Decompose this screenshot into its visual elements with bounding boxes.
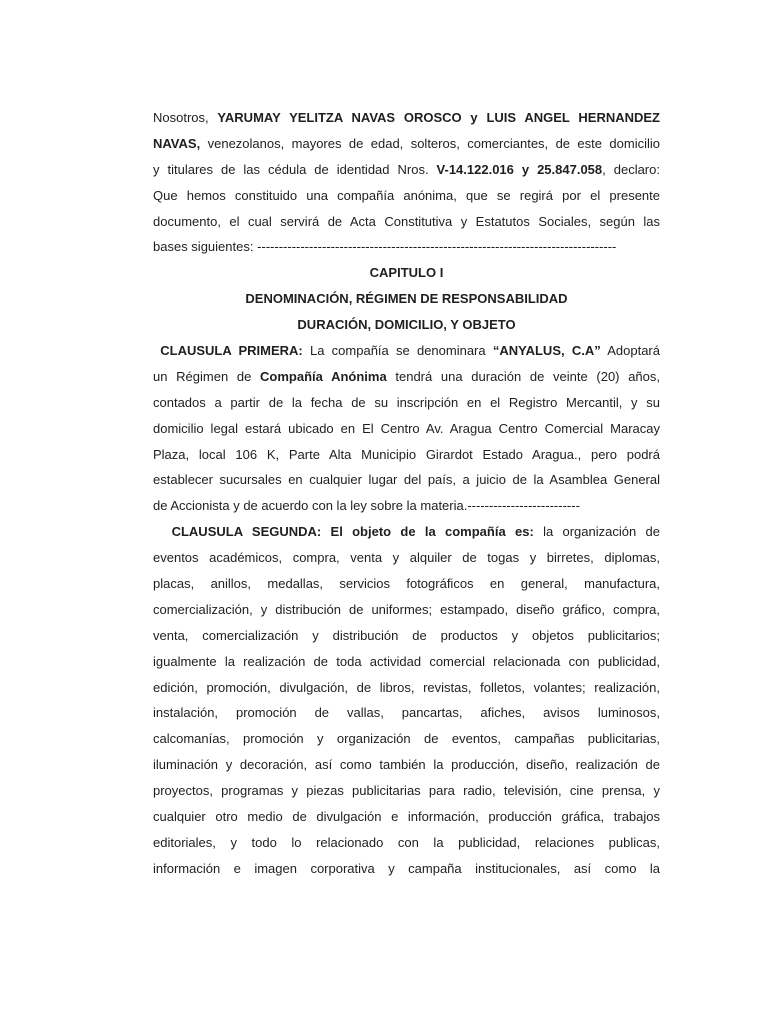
clause1-label: CLAUSULA PRIMERA: [160, 343, 303, 359]
intro-text: Nosotros, [153, 110, 218, 125]
clause1-line-4: domicilio legal estará ubicado en El Centro Av. Aragua Centro Comercial Maracay [153, 420, 660, 436]
clause2-line-9: calcomanías, promoción y organización de eventos, campañas publicitarias, [153, 731, 660, 747]
clause1-line-7: de Accionista y de acuerdo con la ley sobre la materia.-------------------------- [153, 498, 580, 514]
intro-line-6: bases siguientes: ----------------------------------------------------------------------------------- [153, 239, 617, 255]
intro-line-1 [153, 105, 660, 131]
intro-line-5: documento, el cual servirá de Acta Constitutiva y Estatutos Sociales, según las [153, 213, 660, 229]
clause2-line-6: igualmente la realización de toda actividad comercial relacionada con publicidad, [153, 653, 660, 669]
clause2-line-12: cualquier otro medio de divulgación e información, producción gráfica, trabajos [153, 809, 660, 825]
clause1-line-2 [153, 364, 660, 390]
intro-text: y titulares de las cédula de identidad Nros. [153, 161, 437, 177]
clause-text: la organización de [533, 524, 660, 540]
clause1-line-3: contados a partir de la fecha de su inscripción en el Registro Mercantil, y su [153, 394, 660, 410]
intro-line-3 [153, 157, 660, 183]
founder-names-cont: NAVAS, [153, 135, 201, 151]
clause1-line-5: Plaza, local 106 K, Parte Alta Municipio Girardot Estado Aragua., pero podrá [153, 446, 660, 462]
chapter-heading: CAPITULO I [369, 265, 444, 281]
intro-line-2 [153, 131, 660, 157]
intro-text: , declaro: [602, 161, 660, 177]
intro-text: venezolanos, mayores de edad, solteros, comerciantes, de este domicilio [200, 135, 660, 151]
id-numbers: V-14.122.016 y 25.847.058 [436, 161, 603, 177]
clause2-line-13: editoriales, y todo lo relacionado con la publicidad, relaciones publicas, [153, 834, 660, 850]
clause1-line-1 [153, 338, 660, 364]
clause2-line-10: iluminación y decoración, así como también la producción, diseño, realización de [153, 757, 660, 773]
clause2-line-4: comercialización, y distribución de uniformes; estampado, diseño gráfico, compra, [153, 601, 660, 617]
clause2-line-5: venta, comercialización y distribución de productos y objetos publicitarios; [153, 627, 660, 643]
clause2-line-8: instalación, promoción de vallas, pancartas, afiches, avisos luminosos, [153, 705, 660, 721]
clause2-line-1 [153, 519, 660, 545]
company-name: “ANYALUS, C.A” [492, 343, 601, 359]
clause2-line-14: información e imagen corporativa y campaña institucionales, así como la [153, 860, 660, 876]
clause-text: Adoptará [600, 343, 660, 359]
clause2-label: CLAUSULA SEGUNDA: El objeto de la compañía es: [171, 524, 534, 540]
chapter-title-line-1: DENOMINACIÓN, RÉGIMEN DE RESPONSABILIDAD [245, 291, 568, 307]
clause2-line-7: edición, promoción, divulgación, de libros, revistas, folletos, volantes; realización, [153, 679, 660, 695]
regime-name: Compañía Anónima [260, 368, 387, 384]
document-body [153, 105, 660, 882]
clause-text: tendrá una duración de veinte (20) años, [386, 368, 660, 384]
clause-text: La compañía se denominara [302, 343, 493, 359]
clause1-line-6: establecer sucursales en cualquier lugar del país, a juicio de la Asamblea General [153, 472, 660, 488]
chapter-title-line-2: DURACIÓN, DOMICILIO, Y OBJETO [297, 317, 516, 333]
clause2-line-3: placas, anillos, medallas, servicios fotográficos en general, manufactura, [153, 576, 660, 592]
clause2-line-11: proyectos, programas y piezas publicitarias para radio, televisión, cine prensa, y [153, 783, 660, 799]
founder-names: YARUMAY YELITZA NAVAS OROSCO y LUIS ANGEL HERNANDEZ [217, 110, 660, 125]
clause-text: un Régimen de [153, 368, 261, 384]
clause2-line-2: eventos académicos, compra, venta y alquiler de togas y birretes, diplomas, [153, 550, 660, 566]
intro-line-4: Que hemos constituido una compañía anónima, que se regirá por el presente [153, 187, 660, 203]
